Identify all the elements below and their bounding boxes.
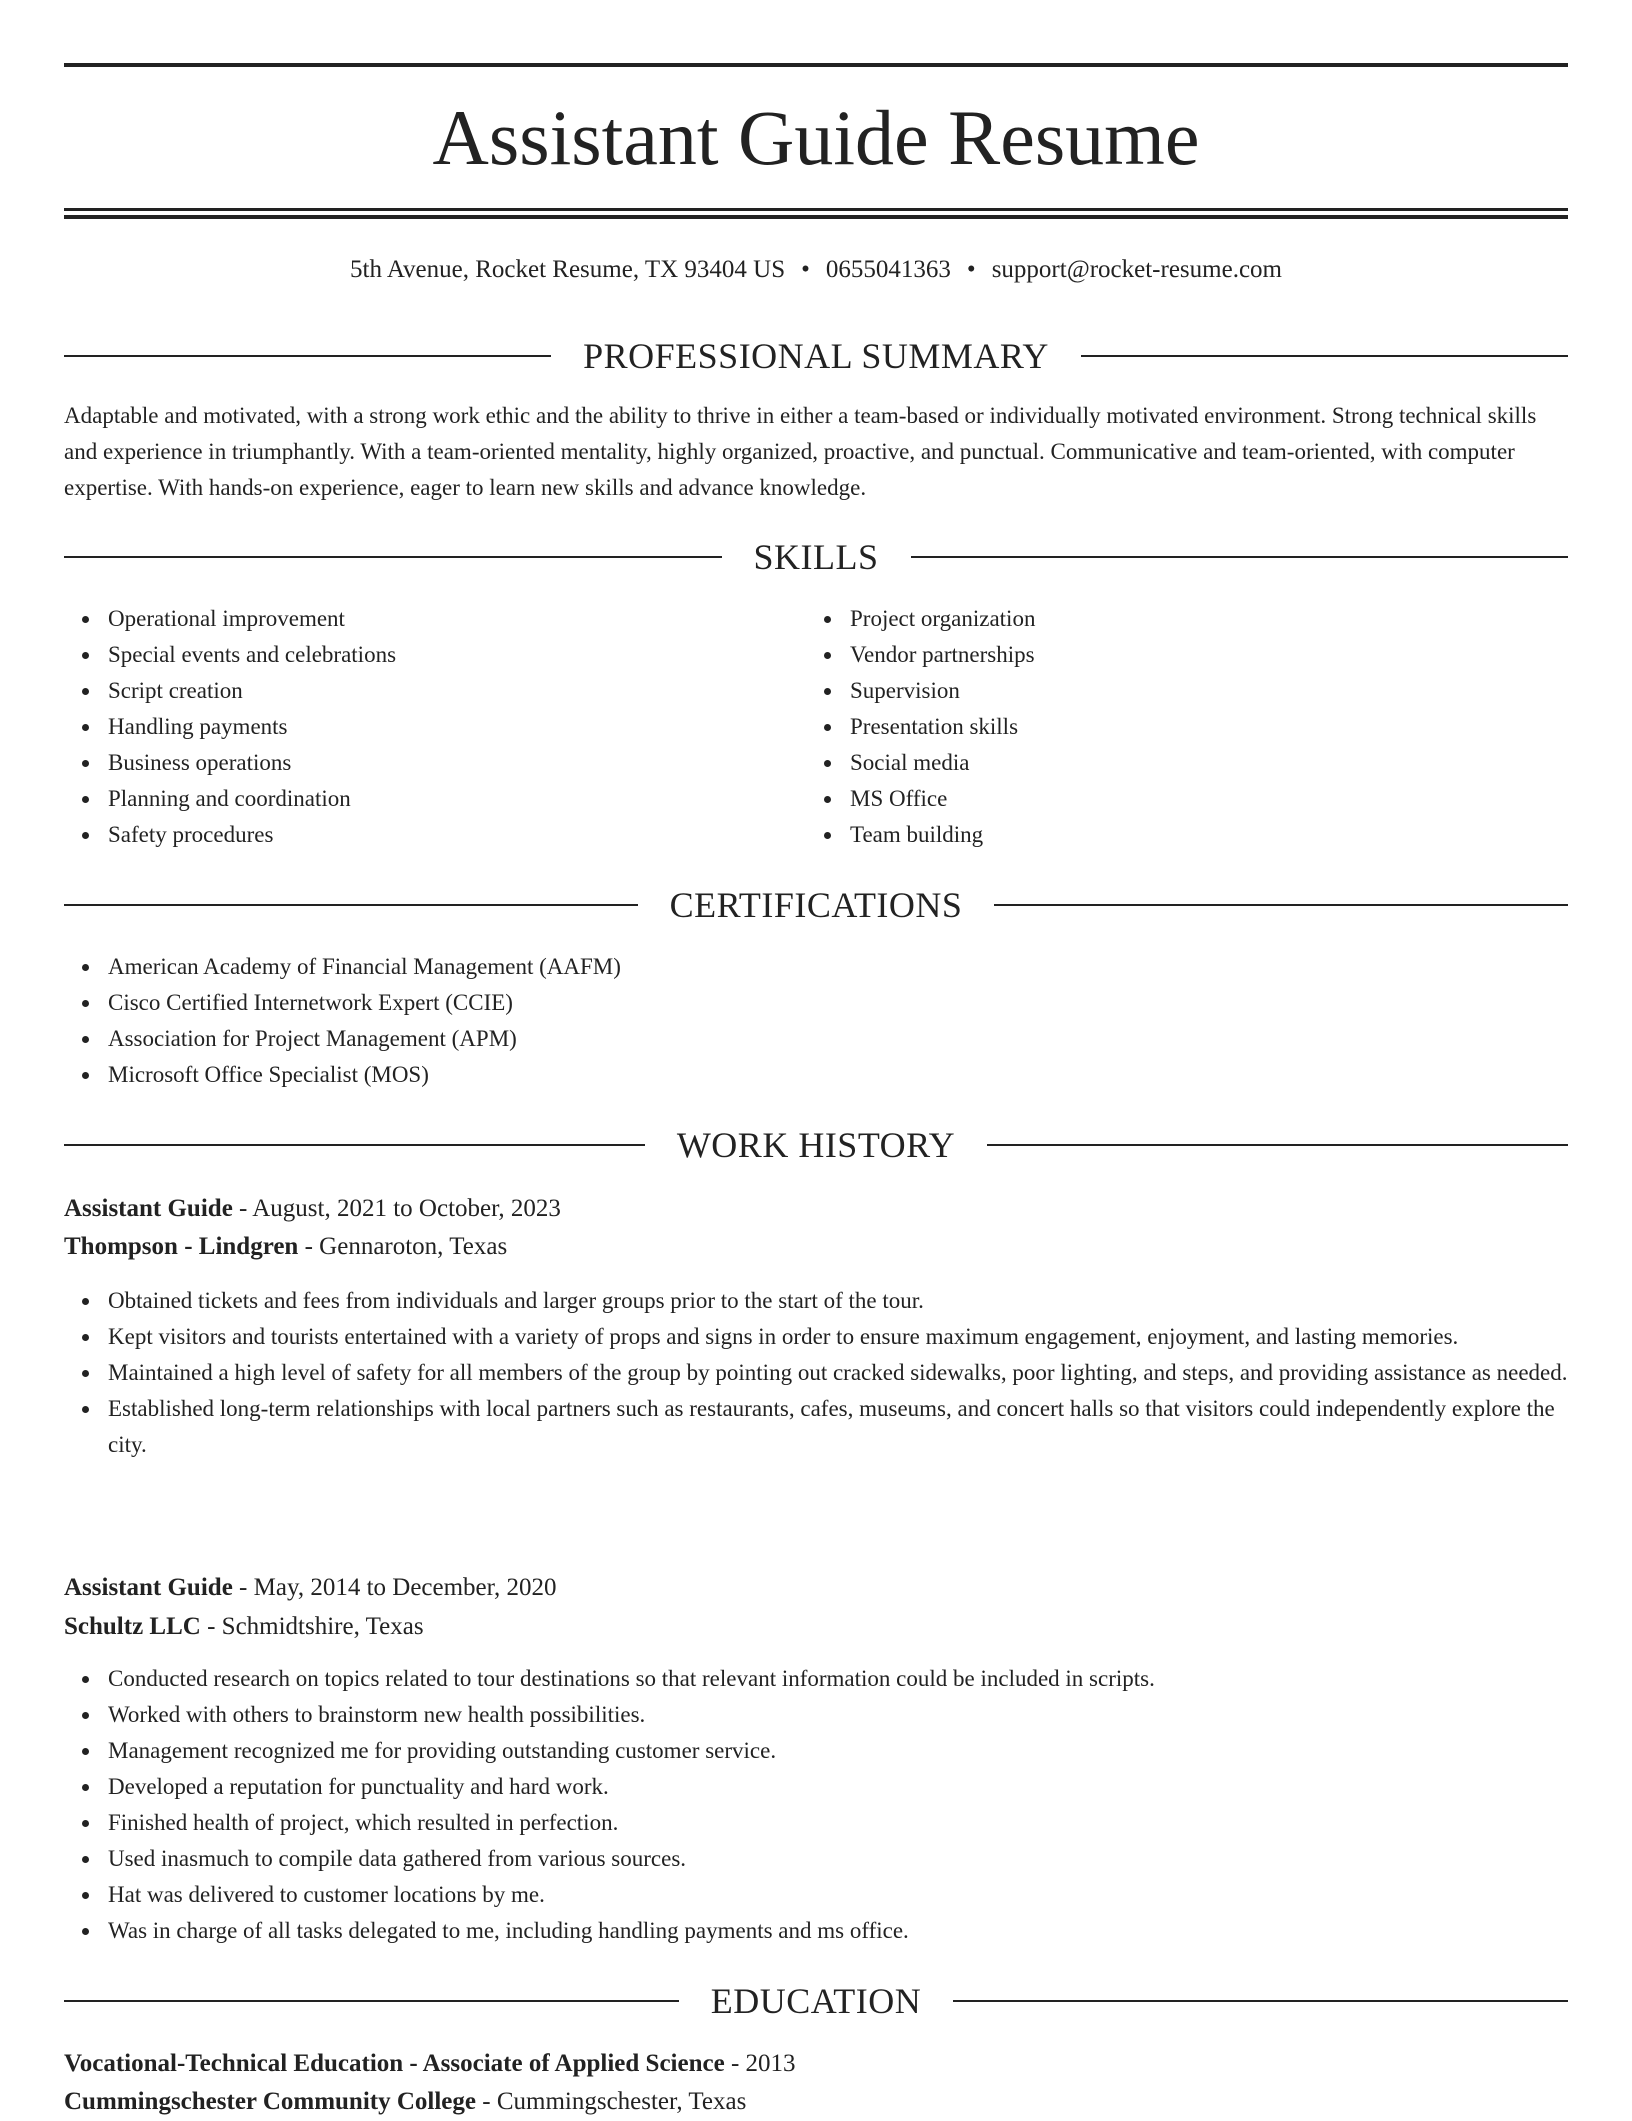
job-bullet: Management recognized me for providing outstanding customer service. (108, 1733, 1568, 1769)
skill-item: Planning and coordination (108, 781, 808, 817)
section-heading-skills (64, 535, 1568, 579)
section-title-work: WORK HISTORY (676, 1125, 956, 1165)
education-school: Cummingschester Community College (64, 2088, 476, 2115)
skill-item: Handling payments (108, 709, 808, 745)
job-title: Assistant Guide (64, 1574, 233, 1601)
title-rule-upper (64, 208, 1568, 211)
section-heading-work (64, 1123, 1568, 1167)
job-location: - Schmidtshire, Texas (200, 1613, 424, 1640)
heading-rule (64, 2000, 679, 2002)
heading-rule (64, 1144, 645, 1146)
job-company: Thompson - Lindgren (64, 1233, 299, 1260)
certification-item: Association for Project Management (APM) (108, 1021, 1568, 1057)
job-bullet: Established long-term relationships with local partners such as restaurants, cafes, museums, and concert halls so that visitors could independently explore the city. (108, 1391, 1568, 1463)
skill-item: Social media (850, 745, 1550, 781)
title-rule-lower (64, 215, 1568, 219)
job-dates: - August, 2021 to October, 2023 (232, 1195, 561, 1222)
job-bullet: Worked with others to brainstorm new health possibilities. (108, 1697, 1568, 1733)
job-location: - Gennaroton, Texas (298, 1233, 508, 1260)
section-heading-education (64, 1979, 1568, 2023)
section-title-skills: SKILLS (753, 537, 879, 577)
top-rule (64, 63, 1568, 67)
job-company-line (64, 1228, 1568, 1266)
contact-email: support@rocket-resume.com (991, 256, 1282, 283)
summary-paragraph: Adaptable and motivated, with a strong work ethic and the ability to thrive in either a team-based or individually motivated environment. Strong technical skills and experience in triumphantly. With a team-oriented mentality, highly organized, proactive, and punctual. Communicative and team-oriented, with computer expertise. With hands-on experience, eager to learn new skills and advance knowledge. (64, 403, 1537, 500)
resume-title: Assistant Guide Resume (432, 94, 1200, 181)
section-title-certifications: CERTIFICATIONS (669, 885, 963, 925)
job-company-line (64, 1608, 1568, 1646)
education-school-line (64, 2083, 1568, 2121)
job-bullet: Developed a reputation for punctuality and hard work. (108, 1769, 1568, 1805)
skills-list-left (64, 601, 808, 853)
contact-line (64, 252, 1568, 288)
education-degree: Vocational-Technical Education - Associate of Applied Science (64, 2050, 725, 2077)
heading-rule (987, 1144, 1568, 1146)
education-year: - 2013 (724, 2050, 796, 2077)
contact-separator: • (801, 256, 810, 283)
certification-item: Cisco Certified Internetwork Expert (CCIE) (108, 985, 1568, 1021)
job-dates: - May, 2014 to December, 2020 (232, 1574, 557, 1601)
heading-rule (911, 556, 1569, 558)
heading-rule (64, 904, 638, 906)
section-heading-certifications (64, 883, 1568, 927)
certification-item: American Academy of Financial Management (AAFM) (108, 949, 1568, 985)
heading-rule (1081, 355, 1568, 357)
heading-rule (994, 904, 1568, 906)
certifications-list (64, 949, 1568, 1093)
job-bullet: Finished health of project, which resulted in perfection. (108, 1805, 1568, 1841)
contact-address: 5th Avenue, Rocket Resume, TX 93404 US (350, 256, 786, 283)
job-bullet: Kept visitors and tourists entertained with a variety of props and signs in order to ensure maximum engagement, enjoyment, and lasting memories. (108, 1319, 1568, 1355)
skills-list-right (806, 601, 1550, 853)
heading-rule (64, 355, 551, 357)
section-heading-summary (64, 334, 1568, 378)
heading-rule (953, 2000, 1568, 2002)
skill-item: Script creation (108, 673, 808, 709)
skill-item: Project organization (850, 601, 1550, 637)
job-title-line (64, 1569, 1568, 1607)
skill-item: Business operations (108, 745, 808, 781)
job-bullet: Maintained a high level of safety for all members of the group by pointing out cracked sidewalks, poor lighting, and steps, and providing assistance as needed. (108, 1355, 1568, 1391)
section-title-summary: PROFESSIONAL SUMMARY (583, 336, 1049, 376)
contact-phone: 0655041363 (825, 256, 951, 283)
job-bullet: Obtained tickets and fees from individuals and larger groups prior to the start of the tour. (108, 1283, 1568, 1319)
skill-item: Presentation skills (850, 709, 1550, 745)
skill-item: Safety procedures (108, 817, 808, 853)
job-bullet: Used inasmuch to compile data gathered from various sources. (108, 1841, 1568, 1877)
section-title-education: EDUCATION (710, 1981, 922, 2021)
skill-item: Team building (850, 817, 1550, 853)
education-location: - Cummingschester, Texas (476, 2088, 747, 2115)
skill-item: Operational improvement (108, 601, 808, 637)
job-bullets (64, 1283, 1568, 1463)
job-company: Schultz LLC (64, 1613, 201, 1640)
skill-item: Special events and celebrations (108, 637, 808, 673)
education-degree-line (64, 2045, 1568, 2083)
job-bullets (64, 1661, 1568, 1949)
certification-item: Microsoft Office Specialist (MOS) (108, 1057, 1568, 1093)
job-title: Assistant Guide (64, 1195, 233, 1222)
contact-separator: • (966, 256, 976, 283)
job-bullet: Conducted research on topics related to tour destinations so that relevant information could be included in scripts. (108, 1661, 1568, 1697)
job-bullet: Hat was delivered to customer locations by me. (108, 1877, 1568, 1913)
job-title-line (64, 1190, 1568, 1228)
skill-item: Vendor partnerships (850, 637, 1550, 673)
skill-item: Supervision (850, 673, 1550, 709)
skill-item: MS Office (850, 781, 1550, 817)
heading-rule (64, 556, 722, 558)
job-bullet: Was in charge of all tasks delegated to me, including handling payments and ms office. (108, 1913, 1568, 1949)
